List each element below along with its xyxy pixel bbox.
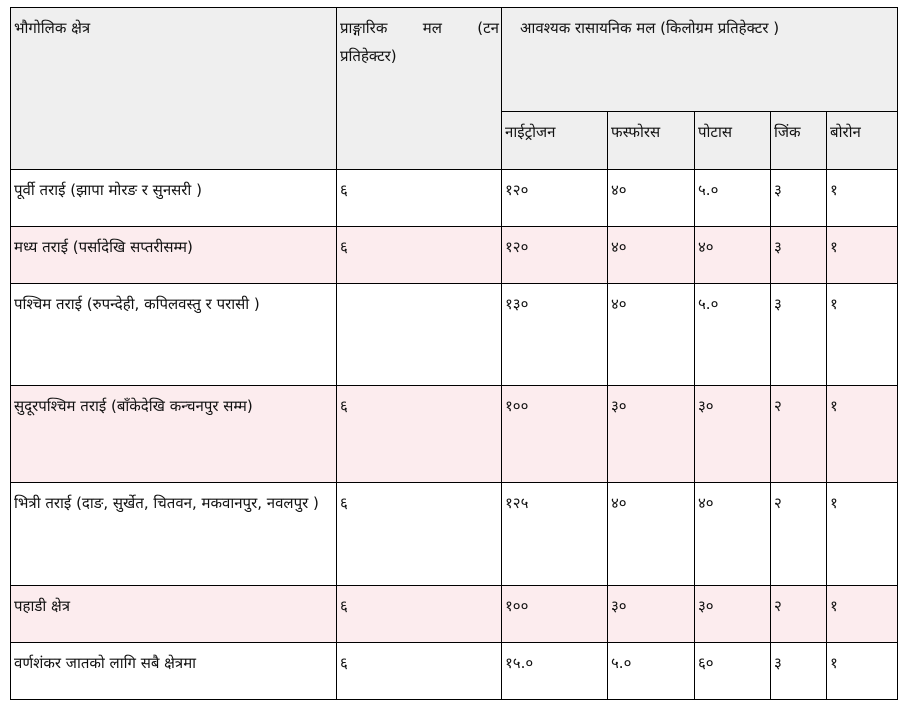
cell-region: मध्य तराई (पर्सादेखि सप्तरीसम्म) [11,227,337,284]
cell-zinc: ३ [771,170,827,227]
cell-phosphorus: ३० [608,386,695,483]
cell-region: पश्चिम तराई (रुपन्देही, कपिलवस्तु र परासी ) [11,284,337,386]
cell-zinc: ३ [771,284,827,386]
cell-phosphorus: ४० [608,170,695,227]
table-row [11,284,898,386]
cell-organic [337,284,502,386]
cell-organic: ६ [337,386,502,483]
cell-phosphorus: ४० [608,284,695,386]
header-zinc: जिंक [771,112,827,170]
header-potash: पोटास [695,112,771,170]
table-row [11,643,898,700]
cell-region: वर्णशंकर जातको लागि सबै क्षेत्रमा [11,643,337,700]
cell-boron: १ [827,227,898,284]
header-phosphorus: फस्फोरस [608,112,695,170]
cell-zinc: २ [771,586,827,643]
cell-organic: ६ [337,643,502,700]
cell-boron: १ [827,586,898,643]
table-row [11,483,898,586]
cell-zinc: ३ [771,227,827,284]
cell-nitrogen: १३० [502,284,608,386]
cell-region: सुदूरपश्चिम तराई (बाँकेदेखि कन्चनपुर सम्म) [11,386,337,483]
cell-phosphorus: ३० [608,586,695,643]
cell-organic: ६ [337,586,502,643]
cell-nitrogen: १०० [502,586,608,643]
header-boron: बोरोन [827,112,898,170]
cell-potash: ६० [695,643,771,700]
cell-region: भित्री तराई (दाङ, सुर्खेत, चितवन, मकवानपुर, नवलपुर ) [11,483,337,586]
cell-potash: ५.० [695,170,771,227]
cell-potash: ४० [695,227,771,284]
cell-nitrogen: १२० [502,227,608,284]
table-row [11,227,898,284]
cell-organic: ६ [337,483,502,586]
cell-nitrogen: १५.० [502,643,608,700]
cell-phosphorus: ४० [608,227,695,284]
cell-nitrogen: १२० [502,170,608,227]
cell-potash: ५.० [695,284,771,386]
cell-region: पूर्वी तराई (झापा मोरङ र सुनसरी ) [11,170,337,227]
cell-zinc: २ [771,483,827,586]
header-row [11,8,898,112]
header-chemical-fertilizer: आवश्यक रासायनिक मल (किलोग्रम प्रतिहेक्टर ) [502,8,898,112]
cell-phosphorus: ४० [608,483,695,586]
cell-organic: ६ [337,227,502,284]
cell-region: पहाडी क्षेत्र [11,586,337,643]
cell-boron: १ [827,284,898,386]
cell-potash: ३० [695,586,771,643]
cell-boron: १ [827,643,898,700]
cell-phosphorus: ५.० [608,643,695,700]
cell-nitrogen: १२५ [502,483,608,586]
cell-boron: १ [827,170,898,227]
header-region: भौगोलिक क्षेत्र [11,8,337,170]
table-row [11,170,898,227]
cell-potash: ४० [695,483,771,586]
cell-nitrogen: १०० [502,386,608,483]
header-nitrogen: नाईट्रोजन [502,112,608,170]
fertilizer-table [10,7,898,700]
table-row [11,386,898,483]
cell-boron: १ [827,483,898,586]
cell-organic: ६ [337,170,502,227]
cell-boron: १ [827,386,898,483]
header-organic-manure: प्राङ्गारिक मल (टन प्रतिहेक्टर) [337,8,502,170]
cell-potash: ३० [695,386,771,483]
cell-zinc: २ [771,386,827,483]
table-row [11,586,898,643]
cell-zinc: ३ [771,643,827,700]
